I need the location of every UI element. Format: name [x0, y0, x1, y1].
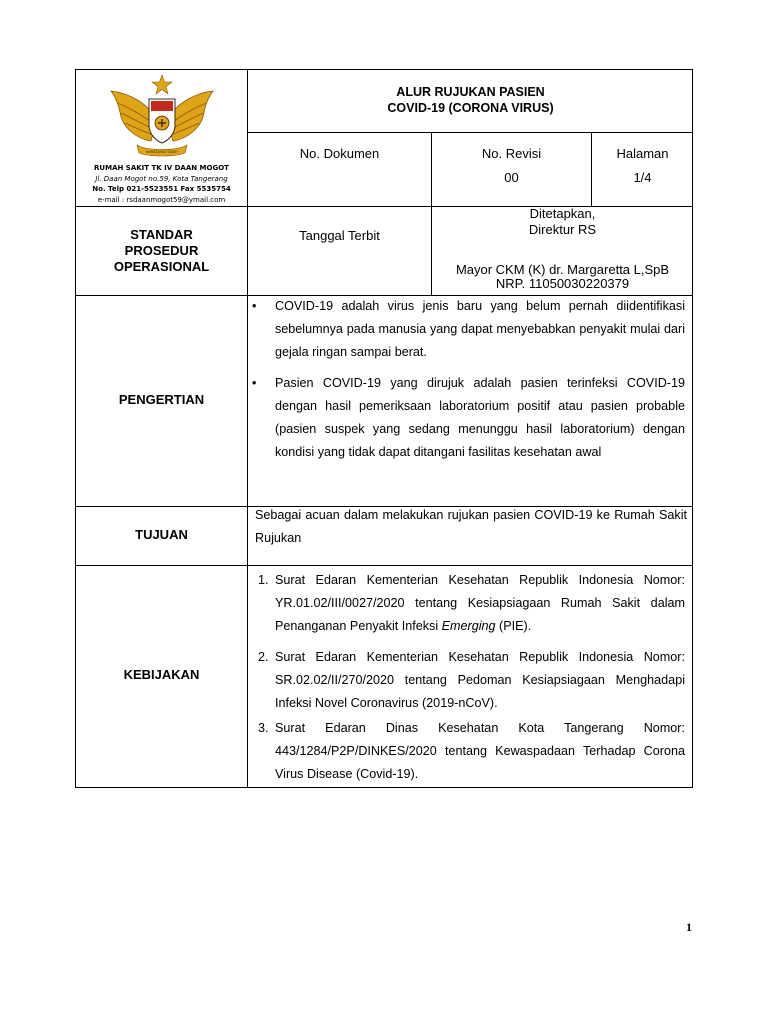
hospital-info: [76, 163, 247, 205]
section-label-kebijakan: KEBIJAKAN: [123, 667, 200, 682]
page-number: 1: [686, 920, 692, 934]
approval-cell: [432, 206, 693, 295]
hospital-emblem-icon: [107, 73, 217, 159]
director-nrp: NRP. 11050030220379: [495, 276, 630, 291]
section-label-tujuan: TUJUAN: [135, 527, 188, 542]
emblem-banner-text: WIRATAMA SAKTI: [145, 149, 179, 154]
section-label-pengertian: PENGERTIAN: [118, 392, 205, 407]
bullet-icon: •: [252, 299, 257, 313]
row-divider: [247, 132, 693, 133]
revision-value: 00: [504, 170, 519, 185]
page-label: Halaman: [616, 146, 669, 161]
page-cell: [592, 146, 693, 186]
list-item: 3. Surat Edaran Dinas Kesehatan Kota Tangerang Nomor: 443/1284/P2P/DINKES/2020 tentang Kewaspadaan Terhadap Corona Virus Disease (Covid-19).: [258, 721, 685, 781]
sop-line-1: STANDAR: [130, 227, 193, 242]
list-item: • Pasien COVID-19 yang dirujuk adalah pasien terinfeksi COVID-19 dengan hasil pemeriksaan laboratorium positif atau pasien probable (pasien suspek yang sedang menunggu hasil laboratorium) dengan kondisi yang tidak dapat ditangani fasilitas kesehatan awal: [248, 372, 685, 464]
list-item: 1. Surat Edaran Kementerian Kesehatan Republik Indonesia Nomor: YR.01.02/III/0027/2020 tentang Kesiapsiagaan Rumah Sakit dalam Penanganan Penyakit Infeksi Emerging (PIE).: [258, 573, 685, 633]
hospital-email: e-mail : rsdaanmogot59@ymail.com: [97, 195, 226, 204]
sop-document-table: [75, 69, 693, 788]
list-item: 2. Surat Edaran Kementerian Kesehatan Republik Indonesia Nomor: SR.02.02/II/270/2020 tentang Pedoman Kesiapsiagaan Menghadapi Infeksi Novel Coronavirus (2019-nCoV).: [258, 650, 685, 710]
approved-line-1: Ditetapkan,: [529, 206, 596, 221]
bullet-icon: •: [252, 376, 257, 390]
revision-label: No. Revisi: [481, 146, 542, 161]
hospital-name: RUMAH SAKIT TK IV DAAN MOGOT: [94, 164, 229, 172]
director-name: Mayor CKM (K) dr. Margaretta L,SpB: [455, 262, 670, 277]
pengertian-content: [248, 295, 689, 464]
document-title: [248, 84, 693, 116]
sop-label: [76, 227, 247, 275]
title-line-2: COVID-19 (CORONA VIRUS): [387, 101, 554, 115]
sop-line-2: PROSEDUR: [124, 243, 199, 258]
approved-line-2: Direktur RS: [528, 222, 597, 237]
tujuan-text: Sebagai acuan dalam melakukan rujukan pasien COVID-19 ke Rumah Sakit Rujukan: [255, 508, 687, 545]
sop-line-3: OPERASIONAL: [113, 259, 210, 274]
kebijakan-content: [248, 569, 689, 786]
list-item: • COVID-19 adalah virus jenis baru yang belum pernah diidentifikasi sebelumnya pada manusia yang dapat menyebabkan penyakit mulai dari gejala ringan sampai berat.: [248, 295, 685, 364]
revision-cell: [432, 146, 591, 186]
doc-number-label: No. Dokumen: [299, 146, 380, 161]
hospital-address: Jl. Daan Mogot no.59, Kota Tangerang: [95, 174, 228, 183]
title-line-1: ALUR RUJUKAN PASIEN: [396, 85, 545, 99]
issue-date-label: Tanggal Terbit: [299, 228, 380, 243]
logo-cell: [76, 70, 247, 206]
hospital-phone: No. Telp 021-5523551 Fax 5535754: [92, 185, 231, 193]
page-value: 1/4: [633, 170, 652, 185]
row-divider: [76, 565, 693, 566]
